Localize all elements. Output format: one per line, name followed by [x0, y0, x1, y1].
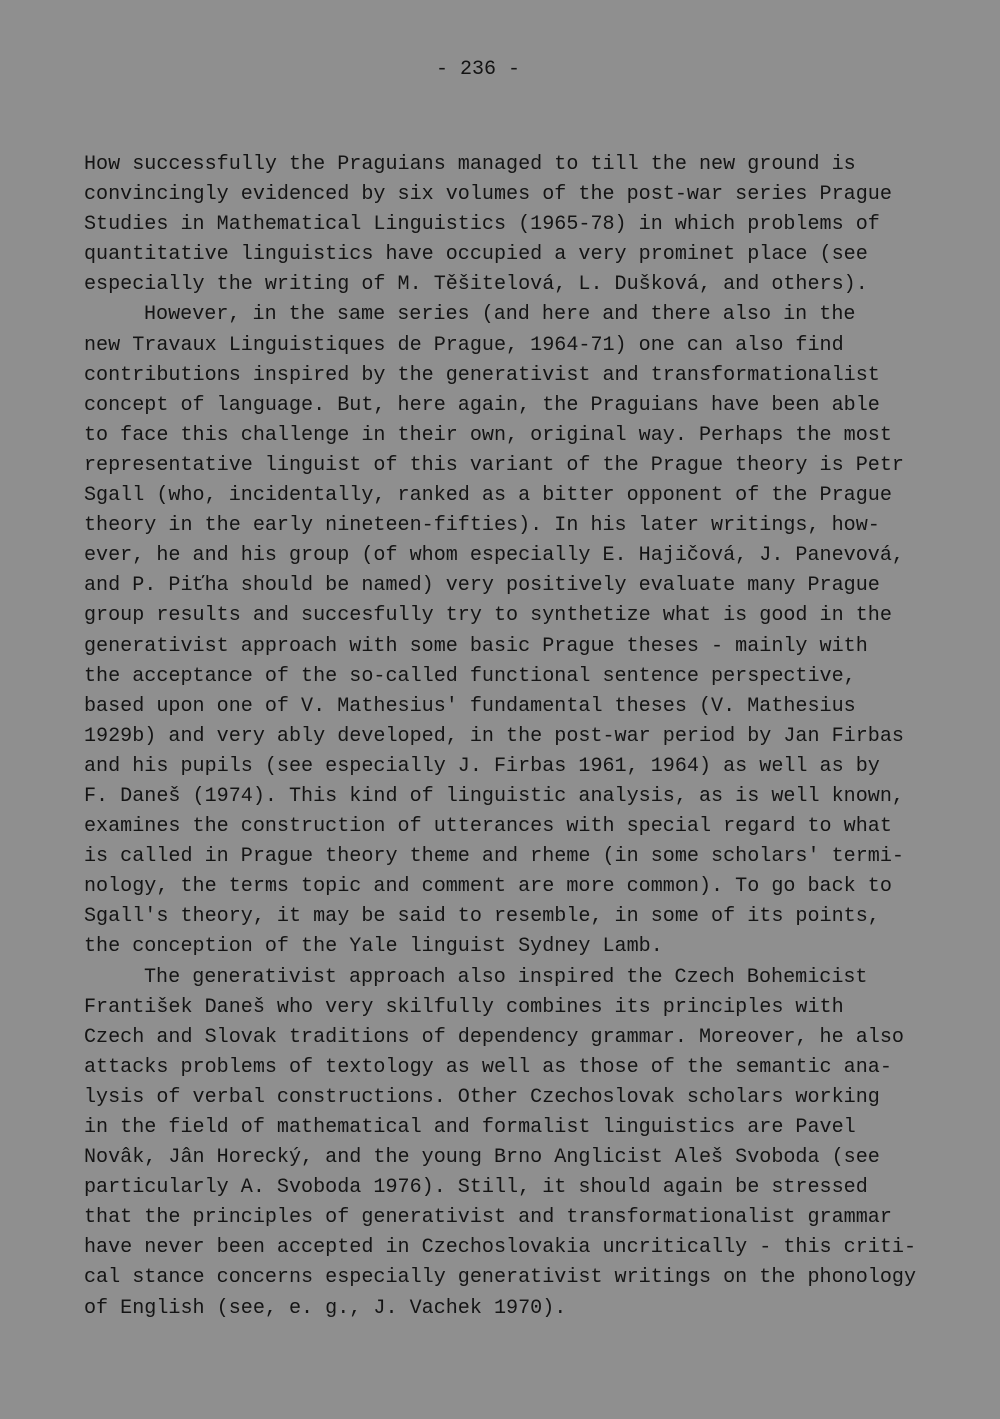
text-line: convincingly evidenced by six volumes of the post-war series Prague	[84, 183, 892, 207]
paragraph	[84, 300, 984, 962]
text-line: to face this challenge in their own, original way. Perhaps the most	[84, 423, 892, 447]
body-text	[84, 150, 984, 1324]
text-line: lysis of verbal constructions. Other Czechoslovak scholars working	[84, 1085, 880, 1109]
text-line: of English (see, e. g., J. Vachek 1970).	[84, 1296, 567, 1320]
text-line: 1929b) and very ably developed, in the post-war period by Jan Firbas	[84, 724, 904, 748]
page-number: - 236 -	[435, 58, 520, 81]
text-line: attacks problems of textology as well as those of the semantic ana-	[84, 1055, 892, 1079]
text-line: František Daneš who very skilfully combines its principles with	[84, 995, 844, 1019]
paragraph	[84, 150, 984, 300]
paragraph	[84, 963, 984, 1324]
text-line: based upon one of V. Mathesius' fundamental theses (V. Mathesius	[84, 694, 856, 718]
text-line: How successfully the Praguians managed to till the new ground is	[84, 153, 856, 176]
text-line: Novâk, Jân Horecký, and the young Brno Anglicist Aleš Svoboda (see	[84, 1146, 880, 1170]
text-line: Sgall (who, incidentally, ranked as a bitter opponent of the Prague	[84, 484, 892, 508]
text-line: and P. Piťha should be named) very positively evaluate many Prague	[84, 574, 880, 598]
text-line: theory in the early nineteen-fifties). In his later writings, how-	[84, 514, 880, 538]
text-line: and his pupils (see especially J. Firbas 1961, 1964) as well as by	[84, 754, 880, 778]
text-line: Czech and Slovak traditions of dependency grammar. Moreover, he also	[84, 1025, 904, 1049]
text-line: nology, the terms topic and comment are more common). To go back to	[84, 875, 892, 899]
text-line: representative linguist of this variant of the Prague theory is Petr	[84, 453, 904, 477]
text-line: cal stance concerns especially generativist writings on the phonology	[84, 1266, 917, 1290]
text-line: Studies in Mathematical Linguistics (1965-78) in which problems of	[84, 213, 880, 237]
text-line: F. Daneš (1974). This kind of linguistic analysis, as is well known,	[84, 784, 904, 808]
text-line: quantitative linguistics have occupied a very prominet place (see	[84, 243, 868, 267]
text-line: is called in Prague theory theme and rheme (in some scholars' termi-	[84, 845, 904, 869]
text-line: generativist approach with some basic Prague theses - mainly with	[84, 634, 868, 658]
text-line: in the field of mathematical and formalist linguistics are Pavel	[84, 1116, 856, 1139]
text-line: have never been accepted in Czechoslovakia uncritically - this criti-	[84, 1236, 917, 1260]
text-line: that the principles of generativist and transformationalist grammar	[84, 1206, 892, 1230]
text-line: the conception of the Yale linguist Sydney Lamb.	[84, 935, 663, 959]
text-line: new Travaux Linguistiques de Prague, 1964-71) one can also find	[84, 333, 844, 357]
text-line: group results and succesfully try to synthetize what is good in the	[84, 604, 892, 628]
text-line: concept of language. But, here again, the Praguians have been able	[84, 393, 880, 417]
text-line: Sgall's theory, it may be said to resemble, in some of its points,	[84, 905, 880, 929]
text-line: ever, he and his group (of whom especially E. Hajičová, J. Panevová,	[84, 544, 904, 568]
text-line: contributions inspired by the generativist and transformationalist	[84, 363, 880, 387]
text-line: especially the writing of M. Těšitelová, L. Dušková, and others).	[84, 273, 868, 297]
text-line: particularly A. Svoboda 1976). Still, it should again be stressed	[84, 1176, 868, 1200]
text-line: examines the construction of utterances with special regard to what	[84, 815, 892, 839]
text-line: the acceptance of the so-called functional sentence perspective,	[84, 664, 856, 688]
text-line: However, in the same series (and here and there also in the	[144, 303, 856, 327]
text-line: The generativist approach also inspired the Czech Bohemicist	[144, 965, 868, 989]
